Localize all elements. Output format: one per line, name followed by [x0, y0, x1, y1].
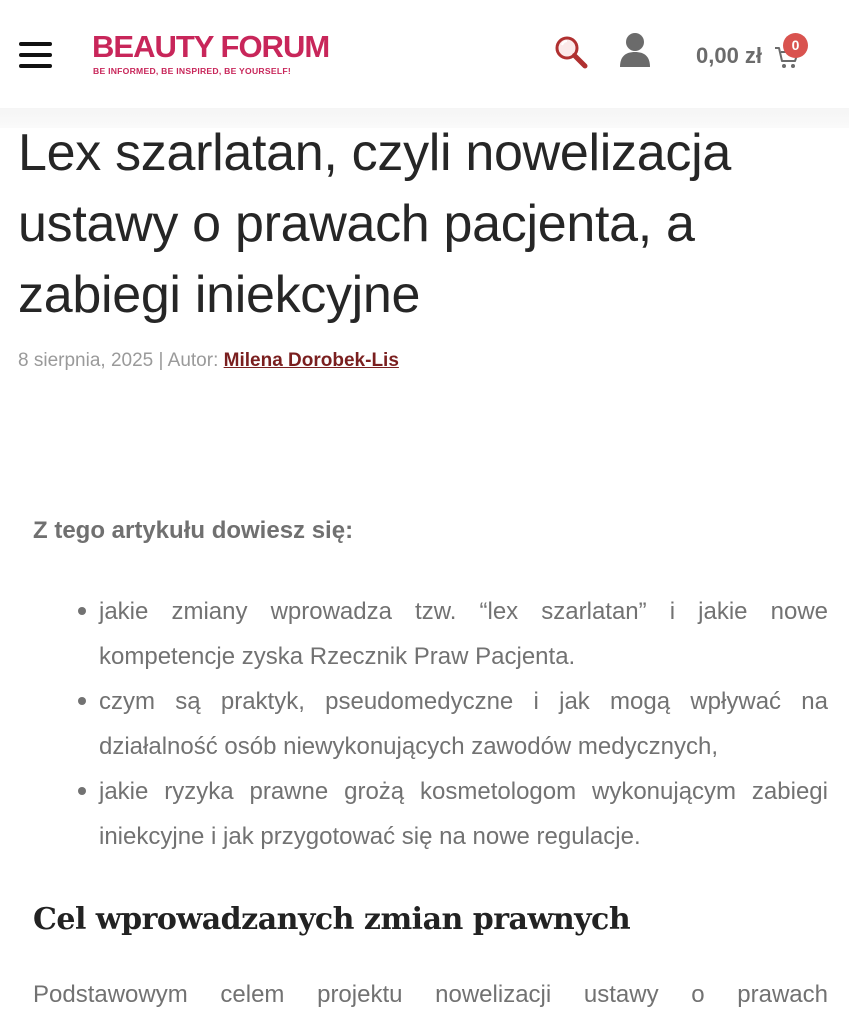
- list-item: [33, 769, 828, 859]
- site-logo[interactable]: [92, 30, 352, 80]
- list-item-text: czym są praktyk, pseudomedyczne i jak mogą wpływać na działalność osób niewykonujących zawodów medycznych,: [99, 688, 828, 760]
- bullet-dot: [78, 697, 86, 705]
- logo-title: BEAUTY FORUM: [92, 29, 330, 64]
- cart-count-badge: 0: [783, 33, 808, 58]
- list-item: [33, 589, 828, 679]
- list-item: [33, 679, 828, 769]
- article-date: 8 sierpnia, 2025: [18, 350, 154, 371]
- article-title: Lex szarlatan, czyli nowelizacja ustawy o prawach pacjenta, a zabiegi iniekcyjne: [18, 124, 731, 324]
- article-paragraph: Podstawowym celem projektu nowelizacji ustawy o prawach: [33, 981, 828, 1008]
- cart-total: 0,00 zł: [696, 43, 763, 68]
- search-icon[interactable]: [553, 34, 589, 70]
- article-meta: [18, 350, 399, 372]
- key-points-list: [33, 589, 828, 859]
- bullet-dot: [78, 787, 86, 795]
- author-link[interactable]: Milena Dorobek-Lis: [223, 350, 399, 371]
- hamburger-menu-icon[interactable]: [19, 42, 52, 68]
- cart-button[interactable]: [690, 32, 810, 72]
- site-header: [0, 0, 849, 108]
- author-prefix: | Autor:: [153, 350, 224, 371]
- list-item-text: jakie zmiany wprowadza tzw. “lex szarlatan” i jakie nowe kompetencje zyska Rzecznik Praw Pacjenta.: [99, 598, 828, 670]
- intro-heading: Z tego artykułu dowiesz się:: [33, 517, 354, 544]
- bullet-dot: [78, 607, 86, 615]
- section-heading: Cel wprowadzanych zmian prawnych: [33, 902, 631, 937]
- list-item-text: jakie ryzyka prawne grożą kosmetologom wykonującym zabiegi iniekcyjne i jak przygotować się na nowe regulacje.: [99, 778, 828, 850]
- user-icon[interactable]: [619, 32, 651, 68]
- logo-tagline: BE INFORMED, BE INSPIRED, BE YOURSELF!: [93, 66, 291, 76]
